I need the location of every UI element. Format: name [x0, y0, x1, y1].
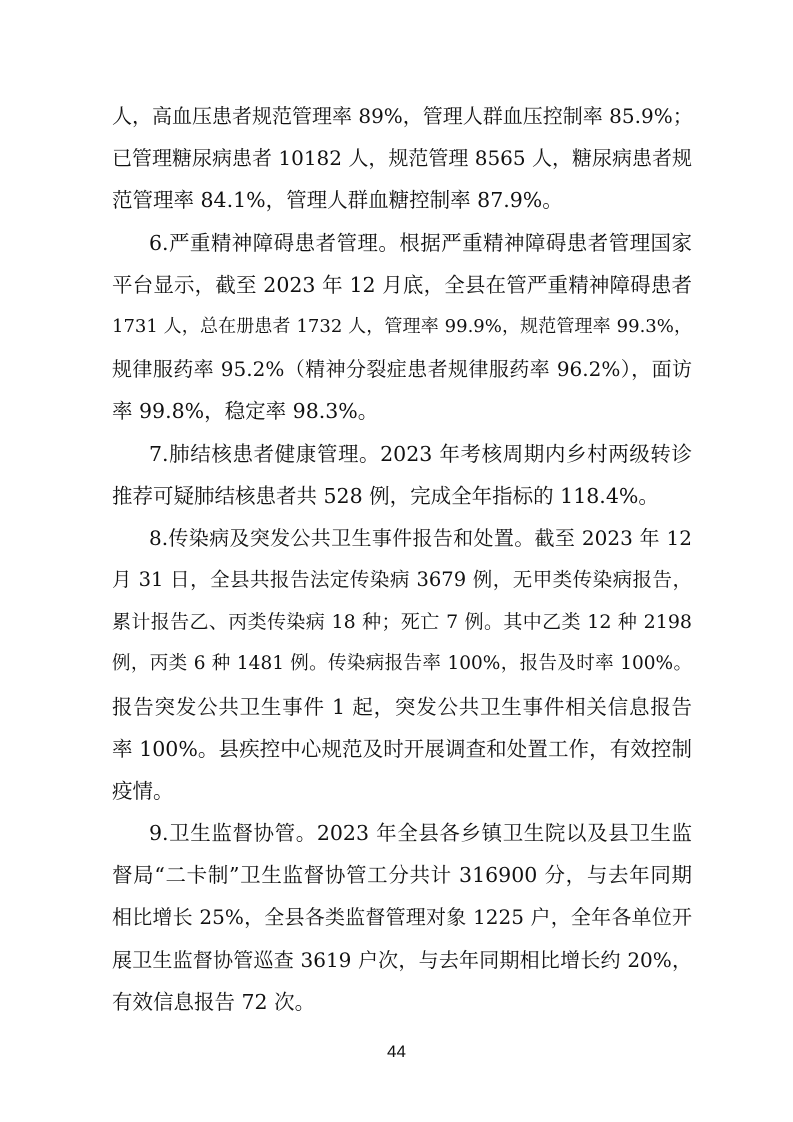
section-6-heading-line: 6.严重精神障碍患者管理。根据严重精神障碍患者管理国家: [149, 231, 692, 255]
text-line: 月 31 日，全县共报告法定传染病 3679 例，无甲类传染病报告，: [112, 568, 692, 591]
text-line: 报告突发公共卫生事件 1 起，突发公共卫生事件相关信息报告: [112, 695, 692, 719]
text-line: 督局“二卡制”卫生监督协管工分共计 316900 分，与去年同期: [112, 863, 692, 887]
text-line: 疫情。: [112, 779, 174, 803]
text-line: 规律服药率 95.2%（精神分裂症患者规律服药率 96.2%），面访: [112, 357, 692, 381]
text-line: 平台显示，截至 2023 年 12 月底，全县在管严重精神障碍患者: [112, 273, 692, 297]
text-line: 展卫生监督协管巡查 3619 户次，与去年同期相比增长约 20%，: [112, 948, 692, 972]
text-line: 已管理糖尿病患者 10182 人，规范管理 8565 人，糖尿病患者规: [112, 146, 692, 170]
text-line: 率 99.8%，稳定率 98.3%。: [112, 399, 379, 423]
section-7-heading-line: 7.肺结核患者健康管理。2023 年考核周期内乡村两级转诊: [149, 442, 692, 466]
page-number: 44: [387, 1042, 406, 1061]
text-line: 1731 人，总在册患者 1732 人，管理率 99.9%，规范管理率 99.3%，: [112, 316, 692, 337]
text-line: 例，丙类 6 种 1481 例。传染病报告率 100%，报告及时率 100%。: [112, 653, 692, 674]
section-9-heading-line: 9.卫生监督协管。2023 年全县各乡镇卫生院以及县卫生监: [149, 821, 692, 845]
text-line: 人，高血压患者规范管理率 89%，管理人群血压控制率 85.9%；: [112, 104, 693, 128]
section-8-heading-line: 8.传染病及突发公共卫生事件报告和处置。截至 2023 年 12: [149, 526, 692, 550]
text-line: 范管理率 84.1%，管理人群血糖控制率 87.9%。: [112, 188, 563, 212]
text-line: 累计报告乙、丙类传染病 18 种；死亡 7 例。其中乙类 12 种 2198: [112, 611, 692, 633]
text-line: 推荐可疑肺结核患者共 528 例，完成全年指标的 118.4%。: [112, 484, 659, 508]
text-line: 相比增长 25%，全县各类监督管理对象 1225 户，全年各单位开: [112, 905, 692, 929]
text-line: 有效信息报告 72 次。: [112, 990, 316, 1014]
text-line: 率 100%。县疾控中心规范及时开展调查和处置工作，有效控制: [112, 737, 692, 761]
